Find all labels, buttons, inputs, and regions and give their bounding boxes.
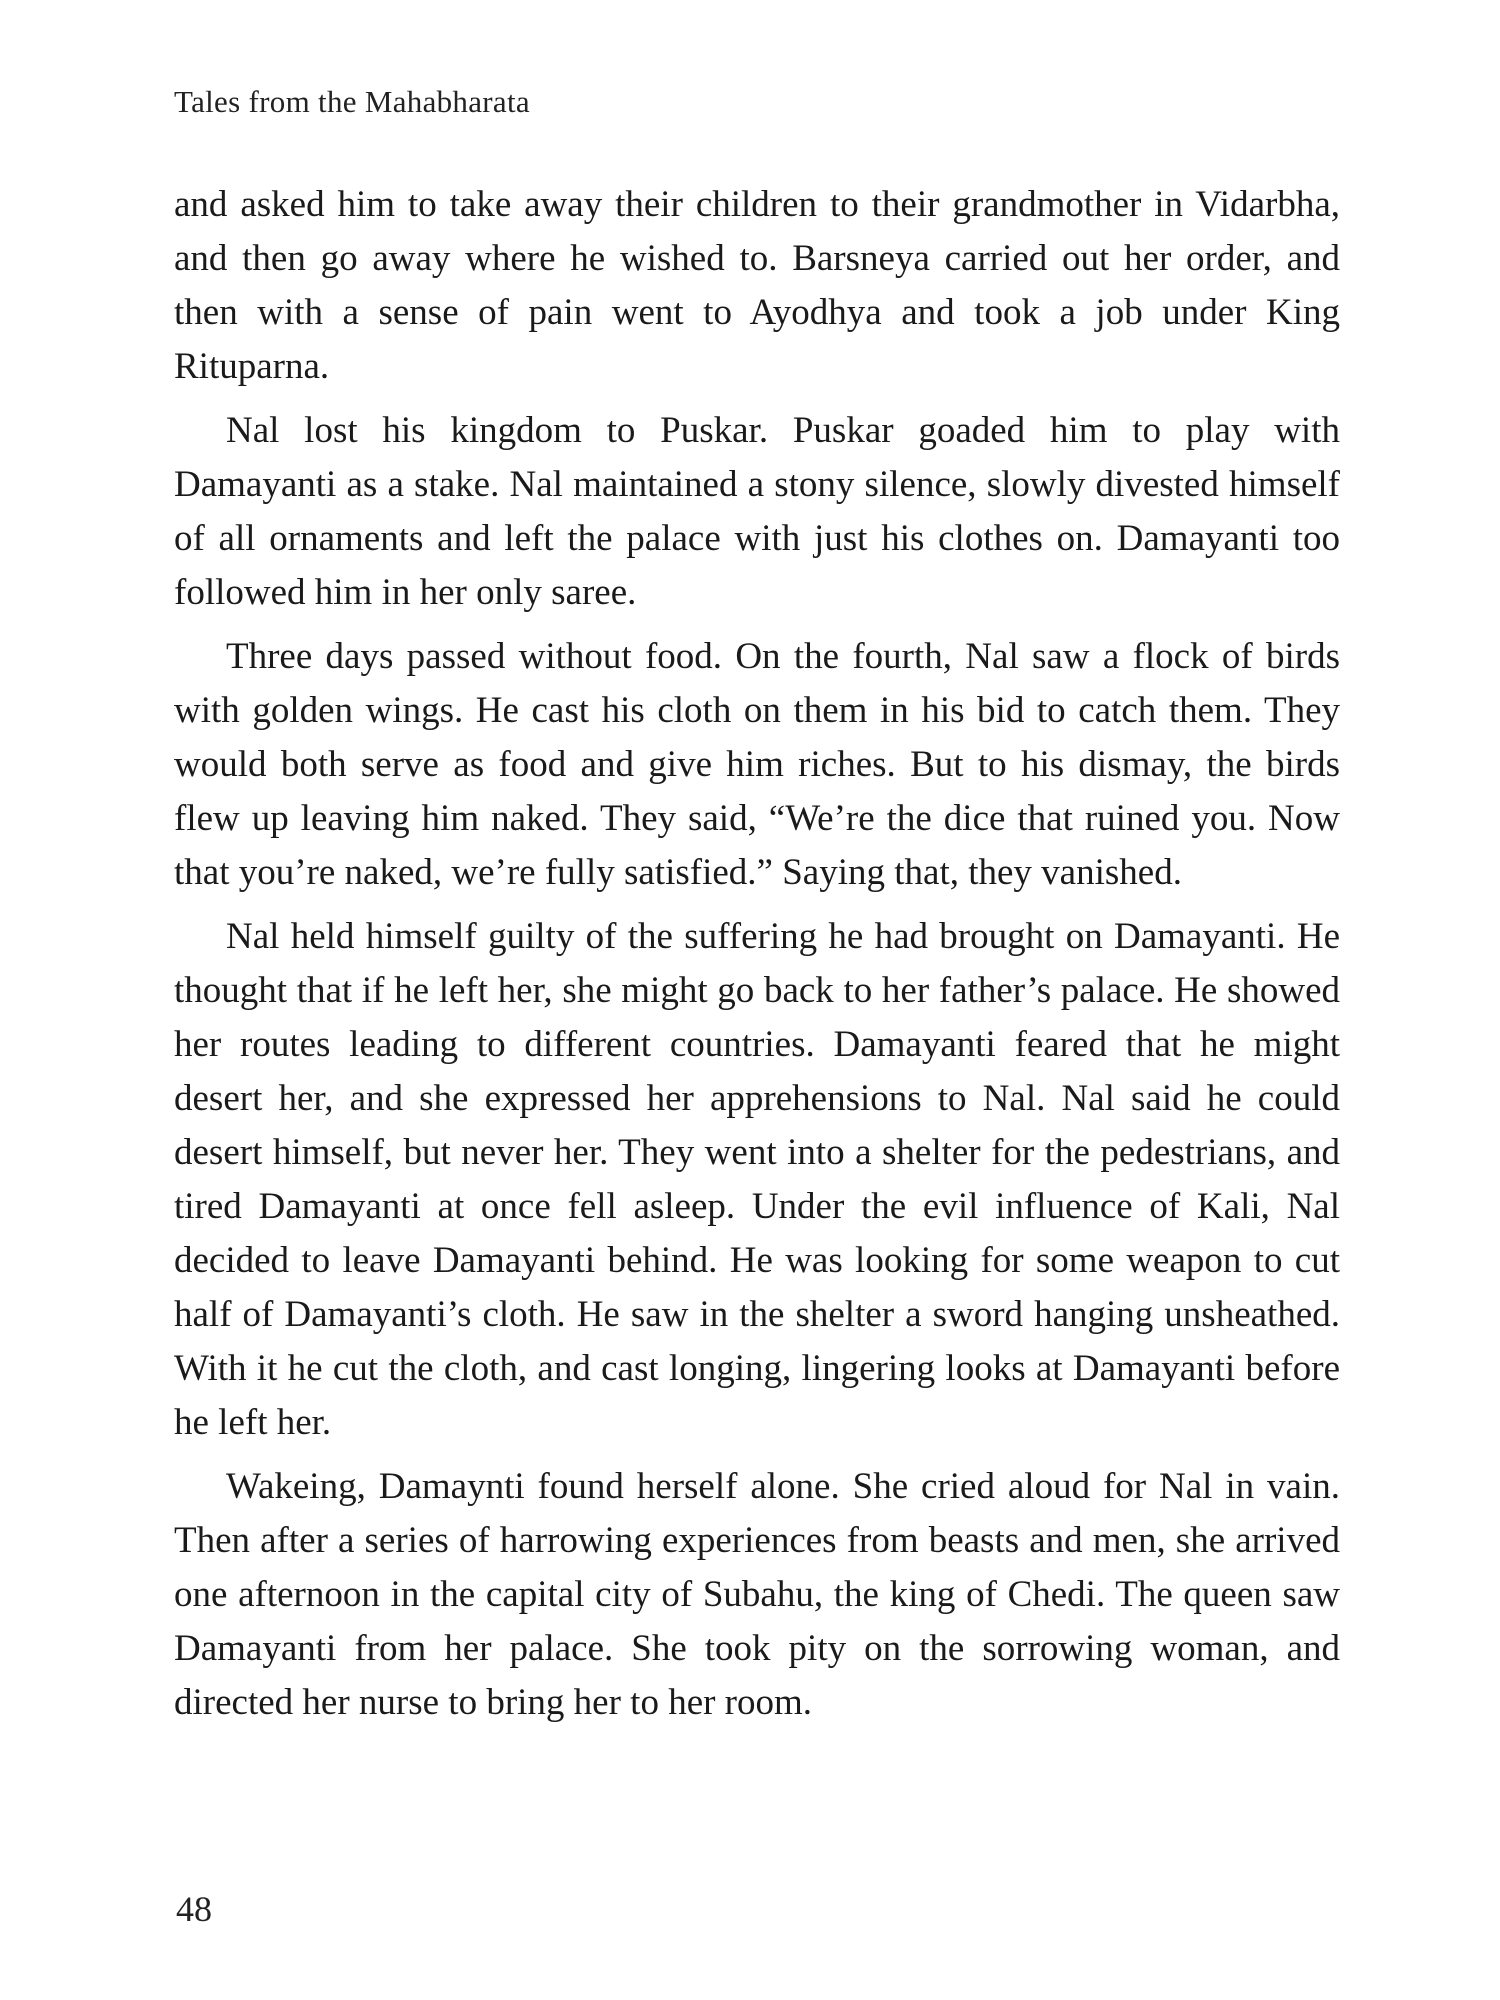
page-number: 48 [176,1889,212,1929]
body-text [174,178,1340,1740]
paragraph: Nal held himself guilty of the suffering he had brought on Damayanti. He thought that if he left her, she might go back to her father’s palace. He showed her routes leading to different countries. Damayanti feared that he might desert her, and she expressed her apprehensions to Nal. Nal said he could desert himself, but never her. They went into a shelter for the pedestrians, and tired Damayanti at once fell asleep. Under the evil influence of Kali, Nal decided to leave Damayanti behind. He was looking for some weapon to cut half of Damayanti’s cloth. He saw in the shelter a sword hanging unsheathed. With it he cut the cloth, and cast longing, lingering looks at Damayanti before he left her. [174,916,1340,1443]
paragraph: Nal lost his kingdom to Puskar. Puskar goaded him to play with Damayanti as a stake. Nal maintained a stony silence, slowly divested himself of all ornaments and left the palace with just his clothes on. Damayanti too followed him in her only saree. [174,410,1340,613]
paragraph-continued: and asked him to take away their children to their grandmother in Vidarbha, and then go away where he wished to. Barsneya carried out her order, and then with a sense of pain went to Ayodhya and took a job under King Rituparna. [174,184,1340,387]
paragraph: Three days passed without food. On the fourth, Nal saw a flock of birds with golden wings. He cast his cloth on them in his bid to catch them. They would both serve as food and give him riches. But to his dismay, the birds flew up leaving him naked. They said, “We’re the dice that ruined you. Now that you’re naked, we’re fully satisfied.” Saying that, they vanished. [174,636,1340,893]
running-header: Tales from the Mahabharata [174,84,530,119]
paragraph: Wakeing, Damaynti found herself alone. She cried aloud for Nal in vain. Then after a series of harrowing experiences from beasts and men, she arrived one afternoon in the capital city of Subahu, the king of Chedi. The queen saw Damayanti from her palace. She took pity on the sorrowing woman, and directed her nurse to bring her to her room. [174,1466,1340,1723]
